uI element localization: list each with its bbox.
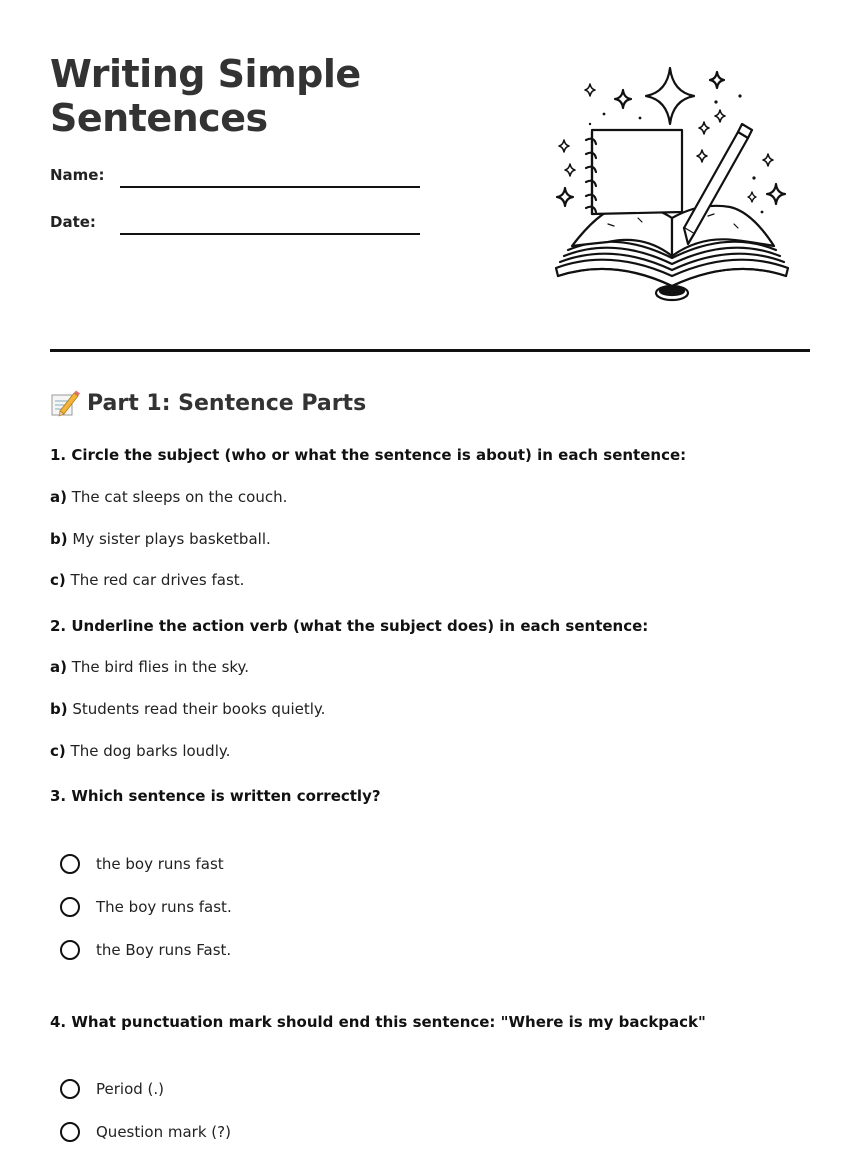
book-illustration bbox=[548, 62, 798, 312]
memo-pencil-icon bbox=[50, 389, 80, 417]
question-1-item-b: b) My sister plays basketball. bbox=[50, 530, 271, 548]
question-3-option-1[interactable] bbox=[60, 851, 224, 877]
option-label: Period (.) bbox=[96, 1080, 165, 1098]
option-label: The boy runs fast. bbox=[96, 898, 232, 916]
question-4-option-2[interactable] bbox=[60, 1119, 231, 1145]
radio-button[interactable] bbox=[60, 854, 80, 874]
option-label: Question mark (?) bbox=[96, 1123, 231, 1141]
question-3-option-3[interactable] bbox=[60, 937, 231, 963]
question-3-option-2[interactable] bbox=[60, 894, 232, 920]
question-2-item-a: a) The bird flies in the sky. bbox=[50, 658, 250, 676]
date-line[interactable] bbox=[120, 233, 420, 235]
radio-button[interactable] bbox=[60, 1079, 80, 1099]
name-label: Name: bbox=[50, 166, 105, 184]
title-line-1: Writing Simple bbox=[50, 52, 361, 96]
name-line[interactable] bbox=[120, 186, 420, 188]
question-2-item-c: c) The dog barks loudly. bbox=[50, 742, 231, 760]
radio-button[interactable] bbox=[60, 940, 80, 960]
date-label: Date: bbox=[50, 213, 96, 231]
question-1-prompt: 1. Circle the subject (who or what the sentence is about) in each sentence: bbox=[50, 446, 687, 464]
option-label: the boy runs fast bbox=[96, 855, 224, 873]
radio-button[interactable] bbox=[60, 897, 80, 917]
worksheet-title bbox=[50, 52, 361, 140]
question-4-prompt: 4. What punctuation mark should end this sentence: "Where is my backpack" bbox=[50, 1013, 706, 1031]
question-1-item-c: c) The red car drives fast. bbox=[50, 571, 245, 589]
section-divider bbox=[50, 349, 810, 352]
part-1-title: Part 1: Sentence Parts bbox=[87, 390, 367, 416]
question-2-item-b: b) Students read their books quietly. bbox=[50, 700, 326, 718]
question-4-option-1[interactable] bbox=[60, 1076, 164, 1102]
radio-button[interactable] bbox=[60, 1122, 80, 1142]
title-line-2: Sentences bbox=[50, 96, 268, 140]
question-2-prompt: 2. Underline the action verb (what the subject does) in each sentence: bbox=[50, 617, 649, 635]
question-3-prompt: 3. Which sentence is written correctly? bbox=[50, 787, 381, 805]
option-label: the Boy runs Fast. bbox=[96, 941, 232, 959]
part-1-heading bbox=[50, 389, 366, 417]
question-1-item-a: a) The cat sleeps on the couch. bbox=[50, 488, 288, 506]
